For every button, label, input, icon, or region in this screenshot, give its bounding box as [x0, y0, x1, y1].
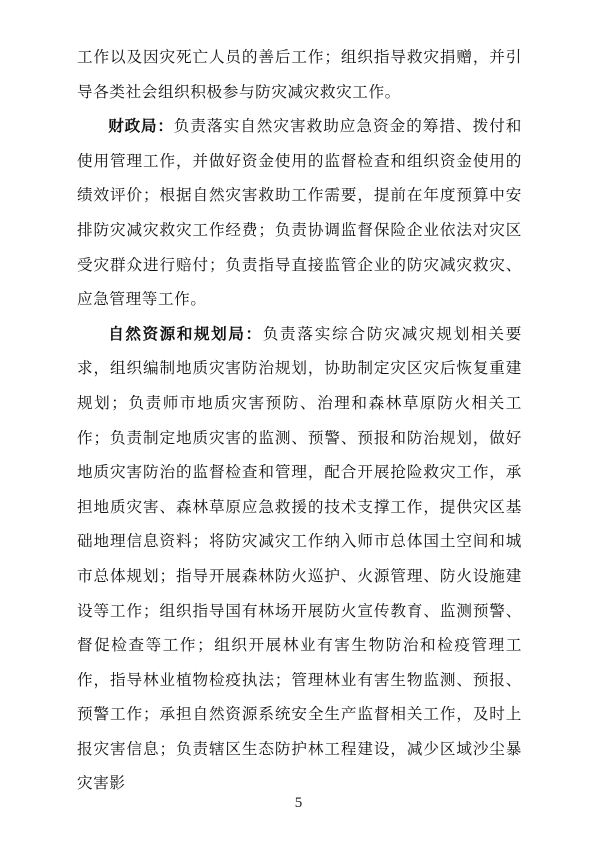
body-text: [77, 40, 522, 801]
paragraph-heading-finance-bureau: 财政局：: [108, 117, 174, 136]
paragraph-body-natural-resources-bureau: 负责落实综合防灾减灾规划相关要求，组织编制地质灾害防治规划，协助制定灾区灾后恢复重建规划；负责师市地质灾害预防、治理和森林草原防火相关工作；负责制定地质灾害的监测、预警、预报和防治规划，做好地质灾害防治的监督检查和管理，配合开展抢险救灾工作，承担地质灾害、森林草原应急救援的技术支撑工作，提供灾区基础地理信息资料；将防灾减灾工作纳入师市总体国土空间和城市总体规划；指导开展森林防火巡护、火源管理、防火设施建设等工作；组织指导国有林场开展防火宣传教育、监测预警、督促检查等工作；组织开展林业有害生物防治和检疫管理工作，指导林业植物检疫执法；管理林业有害生物监测、预报、预警工作；承担自然资源系统安全生产监督相关工作，及时上报灾害信息；负责辖区生态防护林工程建设，减少区域沙尘暴灾害影: [77, 324, 522, 793]
paragraph-finance-bureau: [77, 109, 522, 317]
paragraph-natural-resources-bureau: [77, 317, 522, 801]
continuation-paragraph: 工作以及因灾死亡人员的善后工作；组织指导救灾捐赠，并引导各类社会组织积极参与防灾减灾救灾工作。: [77, 48, 522, 101]
paragraph-heading-natural-resources-bureau: 自然资源和规划局：: [108, 324, 263, 343]
page-number: 5: [294, 795, 303, 811]
paragraph-body-finance-bureau: 负责落实自然灾害救助应急资金的筹措、拨付和使用管理工作，并做好资金使用的监督检查和组织资金使用的绩效评价；根据自然灾害救助工作需要，提前在年度预算中安排防灾减灾救灾工作经费；负责协调监督保险企业依法对灾区受灾群众进行赔付；负责指导直接监管企业的防灾减灾救灾、应急管理等工作。: [77, 117, 522, 309]
